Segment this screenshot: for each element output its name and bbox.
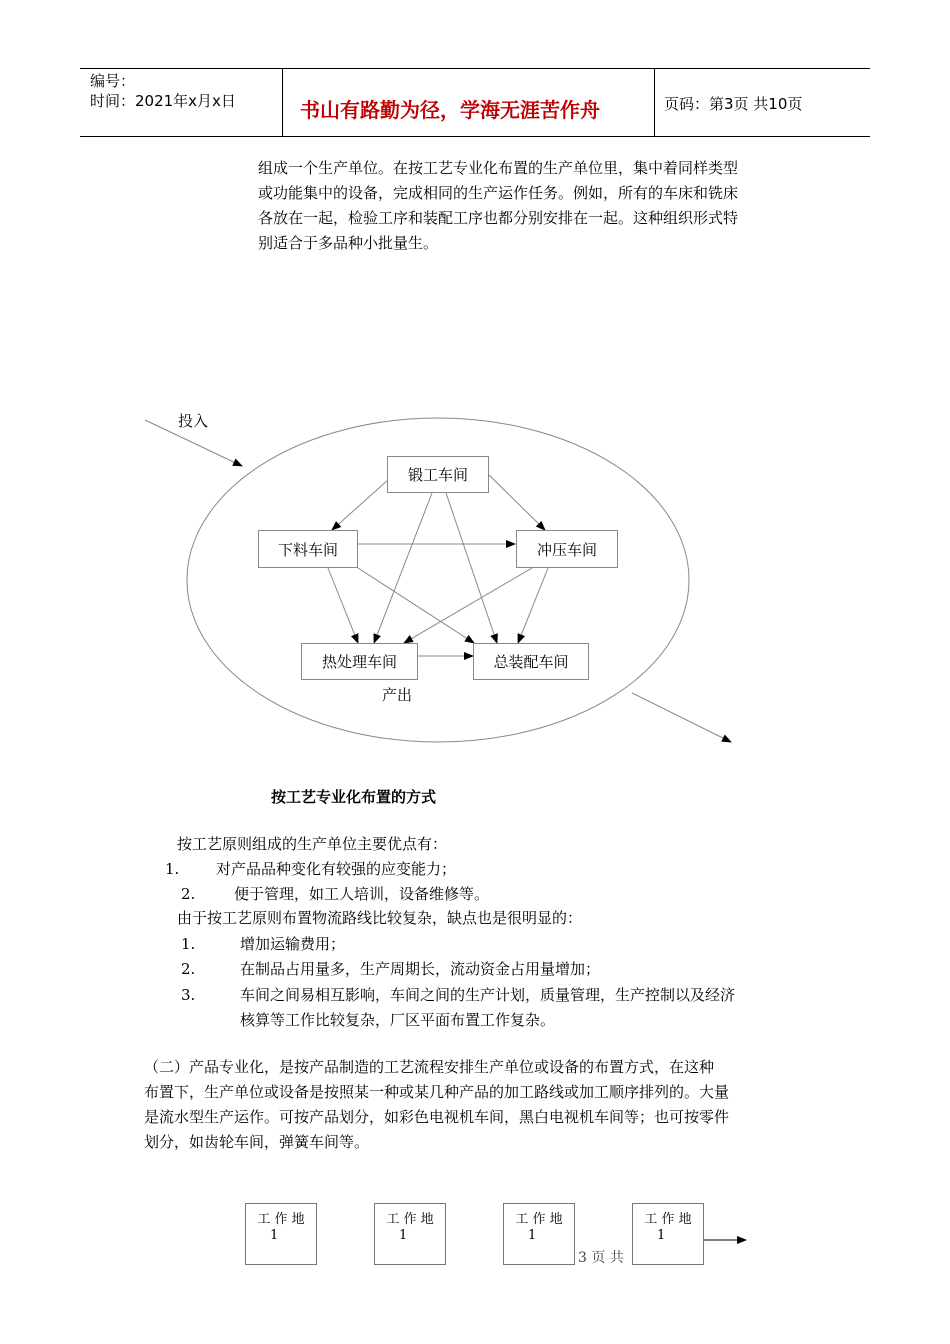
disadvantage-text: 在制品占用量多，生产周期长，流动资金占用量增加； [240,960,601,978]
diagram-caption: 按工艺专业化布置的方式 [271,788,437,806]
page-info: 页码：第3页 共10页 [664,95,803,113]
flow-cutting-heat [328,568,358,643]
disadvantage-text: 车间之间易相互影响，车间之间的生产计划，质量管理，生产控制以及经济 [240,986,736,1004]
intro-line: 组成一个生产单位。在按工艺专业化布置的生产单位里，集中着同样类型 [258,159,739,177]
disadvantage-text: 增加运输费用； [240,935,346,953]
disadvantage-num: 2. [181,960,196,978]
flow-forging-heat [374,493,432,643]
node-forging-workshop: 锻工车间 [387,456,489,493]
workstation-number: 1 [657,1228,666,1243]
footer-page-fragment: 3 页 共 [578,1250,624,1266]
doc-time-label: 时间：2021年x月x日 [90,92,236,110]
workstation-number: 1 [399,1228,408,1243]
product-line: 划分，如齿轮车间，弹簧车间等。 [144,1133,370,1151]
input-label: 投入 [178,412,209,430]
output-label: 产出 [382,686,413,704]
workstation-box [245,1203,317,1265]
product-line: 布置下，生产单位或设备是按照某一种或某几种产品的加工路线或加工顺序排列的。大量 [144,1083,730,1101]
workstation-label: 工 作 地 [644,1212,692,1227]
workstation-box [503,1203,575,1265]
workstation-label: 工 作 地 [257,1212,305,1227]
flow-stamping-assembly [518,568,548,643]
workstation-number: 1 [528,1228,537,1243]
advantage-num: 2. [181,885,196,903]
flow-forging-stamping [488,474,545,530]
disadvantage-text-continued: 核算等工作比较复杂，厂区平面布置工作复杂。 [240,1011,556,1029]
workstation-box [632,1203,704,1265]
advantage-text: 对产品品种变化有较强的应变能力； [216,860,457,878]
flow-cutting-assembly [358,568,474,643]
disadvantages-intro: 由于按工艺原则布置物流路线比较复杂，缺点也是很明显的： [177,909,583,927]
intro-line: 或功能集中的设备，完成相同的生产运作任务。例如，所有的车床和铣床 [258,184,739,202]
workstation-label: 工 作 地 [386,1212,434,1227]
header-motto: 书山有路勤为径，学海无涯苦作舟 [300,98,600,122]
advantage-num: 1. [165,860,180,878]
flow-forging-assembly [446,493,497,643]
advantage-text: 便于管理，如工人培训，设备维修等。 [234,885,490,903]
disadvantage-num: 1. [181,935,196,953]
workstation-box [374,1203,446,1265]
disadvantage-num: 3. [181,986,196,1004]
intro-line: 别适合于多品种小批量生。 [258,234,439,252]
advantages-intro: 按工艺原则组成的生产单位主要优点有： [177,835,448,853]
workstation-number: 1 [270,1228,279,1243]
node-cutting-workshop: 下料车间 [258,530,358,568]
doc-number-label: 编号： [90,72,136,90]
output-arrow [632,693,731,742]
flow-forging-cutting [332,480,388,530]
node-heat-treatment-workshop: 热处理车间 [301,643,418,680]
product-specialization-paragraph [144,1055,812,1155]
intro-line: 各放在一起，检验工序和装配工序也都分别安排在一起。这种组织形式特 [258,209,739,227]
workstation-label: 工 作 地 [515,1212,563,1227]
node-stamping-workshop: 冲压车间 [516,530,618,568]
product-line: （二）产品专业化，是按产品制造的工艺流程安排生产单位或设备的布置方式，在这种 [144,1058,715,1076]
product-line: 是流水型生产运作。可按产品划分，如彩色电视机车间，黑白电视机车间等；也可按零件 [144,1108,730,1126]
node-assembly-workshop: 总装配车间 [473,643,589,680]
flow-stamping-heat [404,568,532,643]
